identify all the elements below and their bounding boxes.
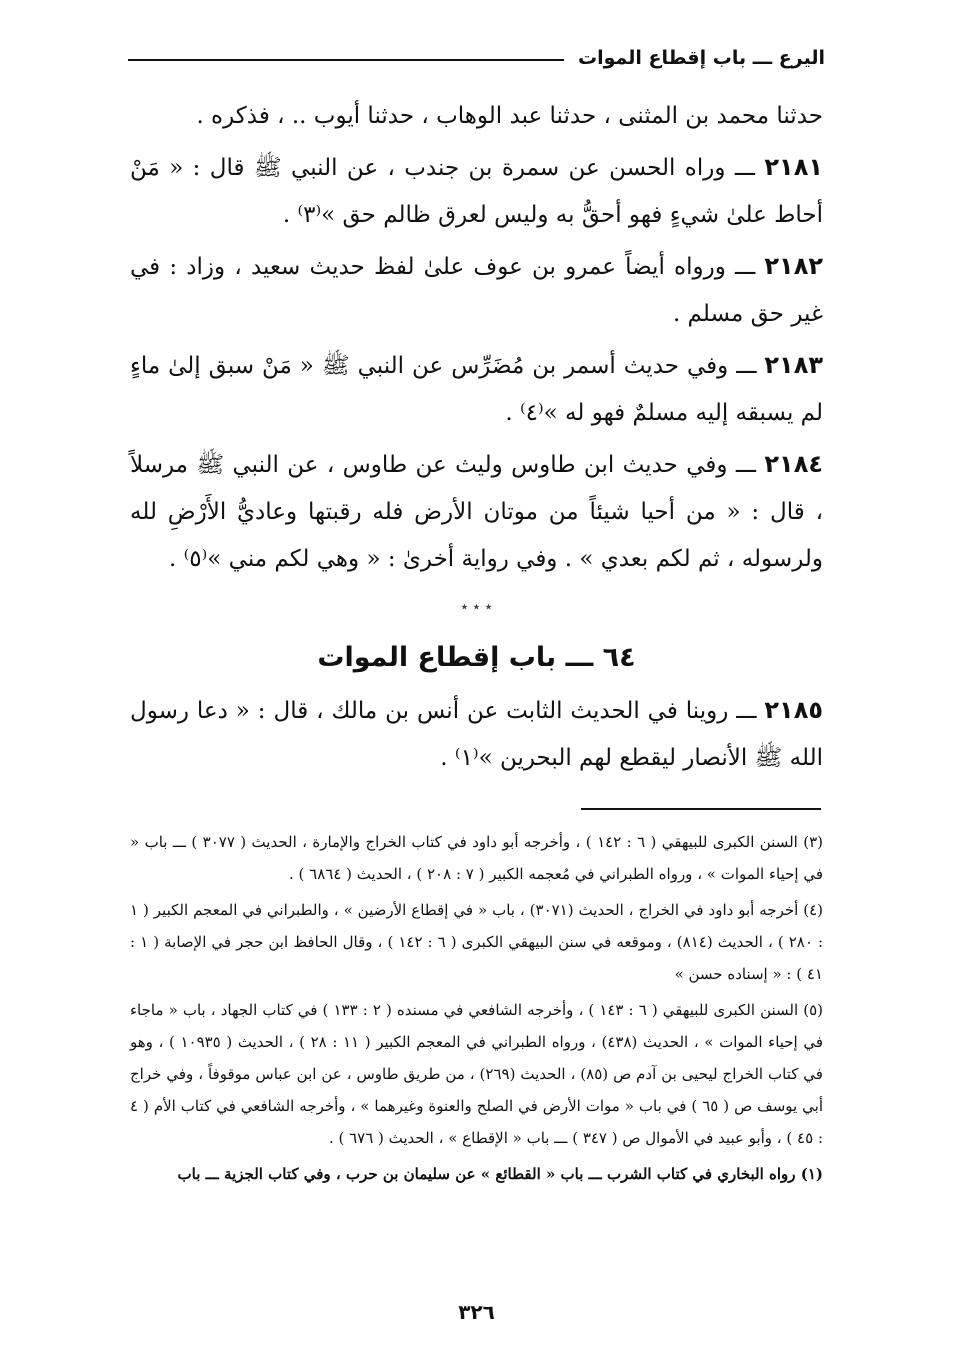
hadith-number: ٢١٨١	[764, 153, 823, 181]
hadith-paragraph	[130, 441, 823, 583]
hadith-paragraph	[130, 144, 823, 239]
hadith-number: ٢١٨٣	[764, 351, 823, 379]
paragraph-text: ـــ ورواه أيضاً عمرو بن عوف علىٰ لفظ حديث سعيد ، وزاد : في غير حق مسلم .	[130, 254, 823, 327]
text-paragraph	[130, 92, 823, 140]
paragraph-text: ـــ وفي حديث ابن طاوس وليث عن طاوس ، عن النبي ﷺ مرسلاً ، قال : « من أحيا شيئاً من موتان الأرض فله رقبتها وعاديُّ الأَرْضِ لله ولرسوله ، ثم لكم بعدي » . وفي رواية أخرىٰ : « وهي لكم مني »⁽٥⁾ .	[130, 452, 823, 572]
footnotes	[130, 826, 823, 1194]
footnote-rule	[581, 808, 821, 810]
hadith-paragraph	[130, 342, 823, 437]
running-header	[128, 40, 825, 76]
header-rule	[128, 59, 564, 61]
hadith-number: ٢١٨٥	[764, 696, 823, 724]
paragraph-text: ـــ وراه الحسن عن سمرة بن جندب ، عن النبي ﷺ قال : « مَنْ أحاط علىٰ شيءٍ فهو أحقُّ به وليس لعرق ظالم حق »⁽٣⁾ .	[130, 155, 823, 228]
paragraph-text: حدثنا محمد بن المثنى ، حدثنا عبد الوهاب ، حدثنا أيوب .. ، فذكره .	[196, 103, 823, 129]
section-ornament: ٭ ٭ ٭	[460, 599, 493, 615]
page-number: ٣٢٦	[458, 1300, 495, 1324]
footnote: (٥) السنن الكبرى للبيهقي ( ٦ : ١٤٣ ) ، وأخرجه الشافعي في مسنده ( ٢ : ١٣٣ ) في كتاب الجهاد ، باب « ماجاء في إحياء الموات » ، الحديث (٤٣٨) ، ورواه الطبراني في المعجم الكبير ( ١١ : ٢٨ ) ، الحديث ( ١٠٩٣٥ ) ، وهو في كتاب الخراج ليحيى بن آدم ص (٨٥) ، الحديث (٢٦٩) ، من طريق طاوس ، عن ابن عباس موقوفاً ، وفي خراج أبي يوسف ص ( ٦٥ ) في باب « موات الأرض في الصلح والعنوة وغيرهما » ، وأخرجه الشافعي في كتاب الأم ( ٤ : ٤٥ ) ، وأبو عبيد في الأموال ص ( ٣٤٧ ) ـــ باب « الإقطاع » ، الحديث ( ٦٧٦ ) .	[130, 1001, 824, 1147]
chapter-title: ٦٤ ـــ باب إقطاع الموات	[317, 642, 636, 673]
hadith-paragraph	[130, 243, 823, 338]
hadith-number: ٢١٨٤	[764, 450, 823, 478]
paragraph-text: ـــ روينا في الحديث الثابت عن أنس بن مالك ، قال : « دعا رسول الله ﷺ الأنصار ليقطع لهم البحرين »⁽١⁾ .	[130, 698, 823, 771]
footnote: (٣) السنن الكبرى للبيهقي ( ٦ : ١٤٢ ) ، وأخرجه أبو داود في كتاب الخراج والإمارة ، الحديث ( ٣٠٧٧ ) ـــ باب « في إحياء الموات » ، ورواه الطبراني في مُعجمه الكبير ( ٧ : ٢٠٨ ) ، الحديث ( ٦٨٦٤ ) .	[130, 833, 823, 883]
main-text	[130, 92, 823, 786]
paragraph-text: ـــ وفي حديث أسمر بن مُضَرِّس عن النبي ﷺ « مَنْ سبق إلىٰ ماءٍ لم يسبقه إليه مسلمٌ فهو له »⁽٤⁾ .	[130, 353, 823, 426]
footnote: (١) رواه البخاري في كتاب الشرب ـــ باب « القطائع » عن سليمان بن حرب ، وفي كتاب الجزية ـــ باب	[177, 1165, 823, 1183]
hadith-paragraph	[130, 687, 823, 782]
hadith-number: ٢١٨٢	[764, 252, 823, 280]
footnote: (٤) أخرجه أبو داود في الخراج ، الحديث (٣٠٧١) ، باب « في إقطاع الأرضين » ، والطبراني في المعجم الكبير ( ١ : ٢٨٠ ) ، الحديث (٨١٤) ، وموقعه في سنن البيهقي الكبرى ( ٦ : ١٤٢ ) ، وقال الحافظ ابن حجر في الإصابة ( ١ : ٤١ ) : « إسناده حسن »	[130, 901, 824, 983]
running-header-title: اليرع ـــ باب إقطاع الموات	[578, 47, 825, 69]
